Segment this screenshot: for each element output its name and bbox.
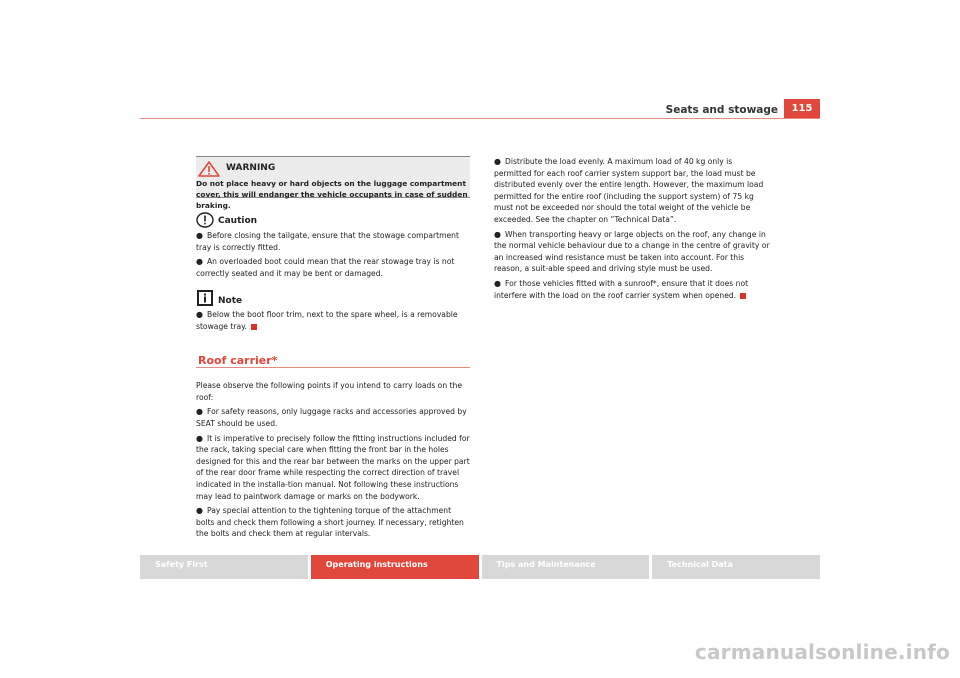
roof-intro: Please observe the following points if you intend to carry loads on the roof: xyxy=(196,381,463,402)
roof-item: ● It is imperative to precisely follow the fitting instructions included for the rack, taking special care when fitting the front bar in the holes designed for this and the rear bar between the marks on the upper part of the rear door frame while respecting the correct direction of travel indicated in the installa-tion manual. Not following these instructions may lead to paintwork damage or marks on the bodywork. xyxy=(196,433,470,501)
note-title: Note xyxy=(218,295,243,306)
caution-heading xyxy=(196,212,470,228)
note-heading xyxy=(196,291,470,307)
caution-item: ● An overloaded boot could mean that the rear stowage tray is not correctly seated and it may be bent or damaged. xyxy=(196,257,455,278)
roof-item: ● When transporting heavy or large objects on the roof, any change in the normal vehicle behaviour due to a change in the centre of gravity or an increased wind resistance must be taken into account. For this reason, a suit-able speed and driving style must be used. xyxy=(494,229,770,274)
caution-item: ● Before closing the tailgate, ensure that the stowage compartment tray is correctly fitted. xyxy=(196,231,459,252)
warning-box xyxy=(196,156,470,210)
note-item: ● Below the boot floor trim, next to the spare wheel, is a removable stowage tray. xyxy=(196,310,458,331)
warning-triangle-icon xyxy=(198,161,220,177)
end-marker-icon xyxy=(740,293,746,299)
page-number: 115 xyxy=(784,99,820,118)
header-rule xyxy=(140,118,820,119)
footer-nav xyxy=(140,555,820,579)
right-column xyxy=(494,156,772,304)
caution-exclamation-icon xyxy=(196,212,214,228)
note-info-icon xyxy=(196,289,214,307)
footer-tab-safety-first[interactable]: Safety First xyxy=(140,555,308,579)
roof-item: ● For those vehicles fitted with a sunroof*, ensure that it does not interfere with the load on the roof carrier system when opened. xyxy=(494,278,749,300)
header-title: Seats and stowage xyxy=(665,104,778,116)
section-heading-roof-carrier: Roof carrier* xyxy=(196,355,470,369)
roof-item: ● Distribute the load evenly. A maximum load of 40 kg only is permitted for each roof carrier system support bar, the load must be distributed evenly over the entire length. However, the maximum load permitted for the entire roof (including the support system) of 75 kg must not be exceeded nor should the total weight of the vehicle be exceeded. See the chapter on “Technical Data”. xyxy=(494,157,764,224)
footer-tab-tips-and-maintenance[interactable]: Tips and Maintenance xyxy=(482,555,650,579)
left-column xyxy=(196,156,470,543)
watermark: carmanualsonline.info xyxy=(694,640,950,664)
caution-title: Caution xyxy=(218,216,258,227)
footer-tab-operating-instructions[interactable]: Operating instructions xyxy=(311,555,479,579)
warning-title: WARNING xyxy=(226,162,276,173)
end-marker-icon xyxy=(251,324,257,330)
roof-item: ● Pay special attention to the tightening torque of the attachment bolts and check them following a short journey. If necessary, retighten the bolts and check them at regular intervals. xyxy=(196,506,464,539)
footer-tab-technical-data[interactable]: Technical Data xyxy=(652,555,820,579)
roof-item: ● For safety reasons, only luggage racks and accessories approved by SEAT should be used. xyxy=(196,407,467,428)
warning-text: Do not place heavy or hard objects on the luggage compartment cover, this will endanger the vehicle occupants in case of sudden braking. xyxy=(196,179,468,210)
